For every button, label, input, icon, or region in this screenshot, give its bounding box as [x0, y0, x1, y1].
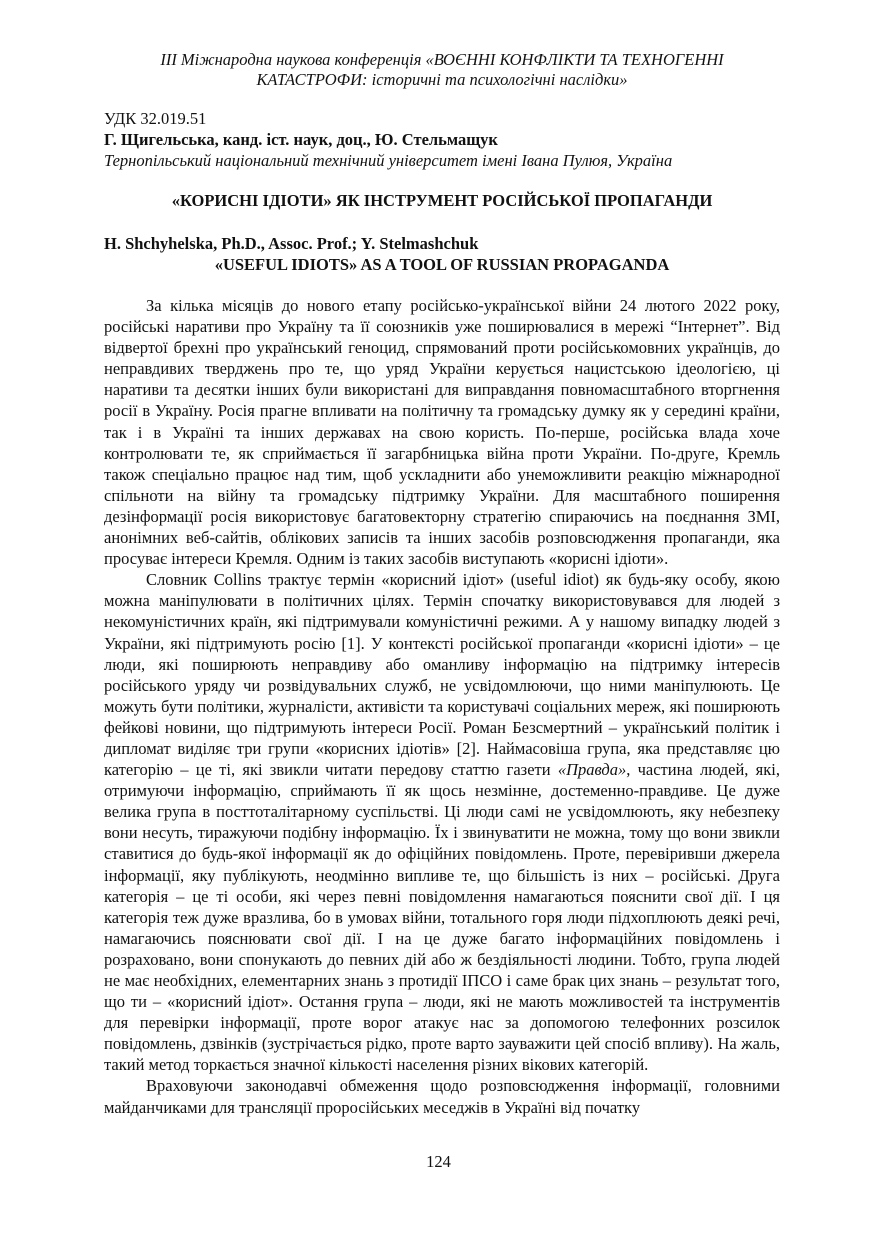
body-paragraph-2-part-1: Словник Collins трактує термін «корисний ідіот» (useful idiot) як будь-яку особу, якою можна маніпулювати в політичних цілях. Термін спочатку використовувався для людей з некомуністичних країн, які підтримували комуністичні режими. А у нашому випадку людей з України, які підтримують росію [1]. У контексті російської пропаганди «корисні ідіоти» – це люди, які поширюють неправдиву або оманливу інформацію на підтримку інтересів російського уряду чи розвідувальних служб, не усвідомлюючи, що ними маніпулюють. Це можуть бути політики, журналісти, активісти та користувачі соціальних мереж, які поширюють фейкові новини, що підтримують інтереси Росії. Роман Безсмертний – український політик і дипломат виділяє три групи «корисних ідіотів» [2]. Наймасовіша група, яка представляє цю категорію – це ті, які звикли читати передову статтю газети [104, 570, 780, 780]
body-paragraph-2 [104, 569, 780, 1075]
body-paragraph-2-part-2: , частина людей, які, отримуючи інформацію, сприймають її як щось незмінне, достеменно-правдиве. Це дуже велика група в посттоталітарному суспільстві. Ці люди самі не усвідомлюють, яку небезпеку вони несуть, тиражуючи подібну інформацію. Їх і звинуватити не можна, тому що вони звикли ставитися до будь-якої інформації як до офіційних повідомлень. Проте, перевіривши джерела інформації, яку публікують, неодмінно випливе те, що більшість із них – російські. Друга категорія – це ті особи, які через певні повідомлення намагаються пояснити свої дії. І ця категорія теж дуже вразлива, бо в умовах війни, тотального горя люди підхоплюють деякі речі, намагаючись пояснювати свої дії. І на це дуже багато інформаційних повідомлень і розраховано, вони спонукають до певних дій або ж бездіяльності людини. Тобто, група людей не має необхідних, елементарних знань з протидії ІПСО і саме брак цих знань – результат того, що ти – «корисний ідіот». Остання група – люди, які не мають можливостей та інструментів для перевірки інформації, проте ворог атакує нас за допомогою телефонних розсилок повідомлень, дзвінків (зустрічається рідко, проте варто зауважити цей спосіб впливу). На жаль, такий метод торкається значної кількості населення різних вікових категорій. [104, 760, 780, 1075]
paper-title-en: «USEFUL IDIOTS» AS A TOOL OF RUSSIAN PROPAGANDA [214, 255, 670, 274]
paper-title-ua: «КОРИСНІ ІДІОТИ» ЯК ІНСТРУМЕНТ РОСІЙСЬКОЇ ПРОПАГАНДИ [171, 191, 713, 210]
authors-ua: Г. Щигельська, канд. іст. наук, доц., Ю. Стельмащук [104, 130, 498, 149]
page-number: 124 [426, 1152, 451, 1171]
conference-header: ІІІ Міжнародна наукова конференція «ВОЄННІ КОНФЛІКТИ ТА ТЕХНОГЕННІ КАТАСТРОФИ: історичні та психологічні наслідки» [160, 50, 724, 89]
body-paragraph-3: Враховуючи законодавчі обмеження щодо розповсюдження інформації, головними майданчиками для трансляції проросійських меседжів в Україні від початку [104, 1076, 780, 1117]
udc-code: УДК 32.019.51 [104, 109, 207, 128]
body-paragraph-1: За кілька місяців до нового етапу російсько-української війни 24 лютого 2022 року, російські наративи про Україну та її союзників уже поширювалися в мережі “Інтернет”. Від відвертої брехні про український геноцид, спрямований проти російськомовних українців, до неправдивих тверджень про те, що уряд України керується нацистською ідеологією, ці наративи та десятки інших були використані для виправдання повномасштабного вторгнення росії в Україну. Росія прагне впливати на політичну та громадську думку як у середині країни, так і в Україні та інших державах на свою користь. По-перше, російська влада хоче контролювати те, як сприймається її загарбницька війна проти України. По-друге, Кремль також спеціально працює над тим, щоб ускладнити або унеможливити реакцію міжнародної спільноти на війну та громадську підтримку України. Для масштабного поширення дезінформації росія використовує багатовекторну стратегію спираючись на поєднання ЗМІ, анонімних веб-сайтів, облікових записів та інших засобів розповсюдження пропаганди, яка просуває інтереси Кремля. Одним із таких засобів виступають «корисні ідіоти». [104, 296, 780, 569]
authors-en: H. Shchyhelska, Ph.D., Assoc. Prof.; Y. Stelmashchuk [104, 234, 479, 253]
document-page [104, 50, 780, 1118]
affiliation: Тернопільський національний технічний університет імені Івана Пулюя, Україна [104, 151, 673, 170]
newspaper-name: «Правда» [557, 760, 627, 780]
